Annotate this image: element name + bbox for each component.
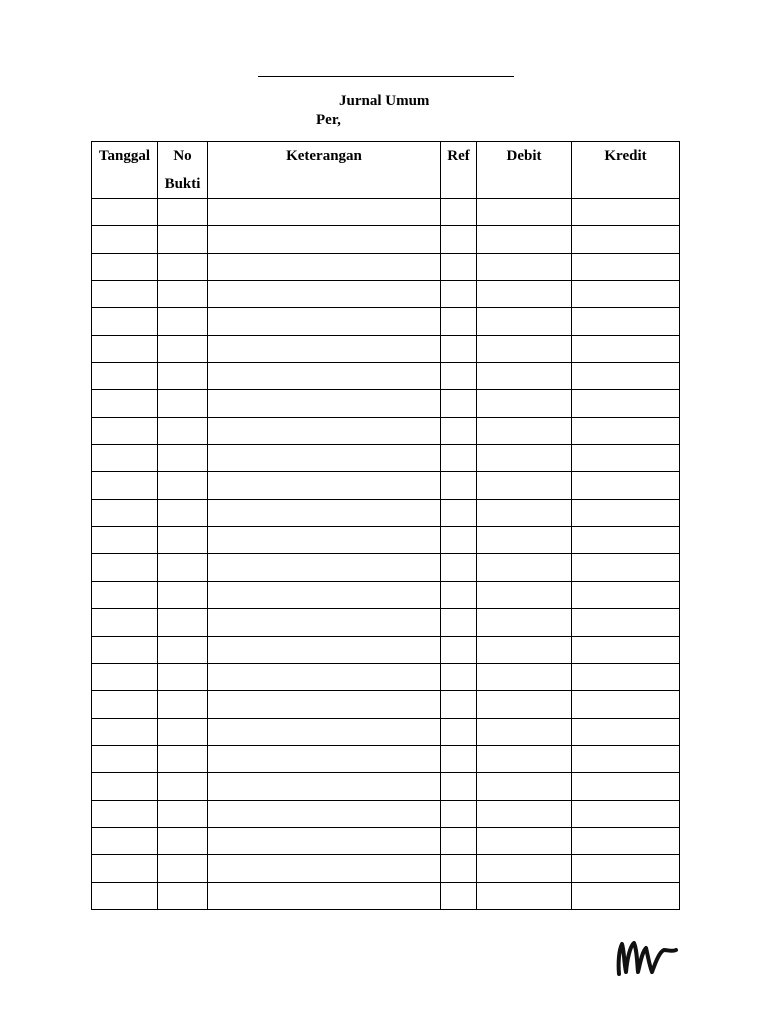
cell-ref <box>441 827 477 854</box>
cell-no-bukti <box>158 609 208 636</box>
journal-row <box>92 636 680 663</box>
journal-row <box>92 554 680 581</box>
cell-no-bukti <box>158 199 208 226</box>
cell-debit <box>477 199 572 226</box>
cell-kredit <box>572 199 680 226</box>
cell-debit <box>477 663 572 690</box>
cell-kredit <box>572 855 680 882</box>
cell-ref <box>441 499 477 526</box>
cell-kredit <box>572 691 680 718</box>
cell-ref <box>441 882 477 909</box>
cell-no-bukti <box>158 335 208 362</box>
cell-kredit <box>572 445 680 472</box>
journal-body <box>92 199 680 910</box>
period-label: Per, <box>316 112 341 128</box>
cell-keterangan <box>208 745 441 772</box>
cell-no-bukti <box>158 308 208 335</box>
cell-ref <box>441 281 477 308</box>
journal-header-row <box>92 142 680 199</box>
cell-kredit <box>572 253 680 280</box>
journal-row <box>92 527 680 554</box>
cell-ref <box>441 390 477 417</box>
cell-kredit <box>572 718 680 745</box>
cell-ref <box>441 308 477 335</box>
cell-debit <box>477 281 572 308</box>
journal-row <box>92 335 680 362</box>
cell-keterangan <box>208 226 441 253</box>
cell-kredit <box>572 800 680 827</box>
journal-row <box>92 882 680 909</box>
header-keterangan: Keterangan <box>208 142 441 199</box>
cell-ref <box>441 226 477 253</box>
cell-debit <box>477 636 572 663</box>
journal-row <box>92 855 680 882</box>
cell-kredit <box>572 554 680 581</box>
cell-tanggal <box>92 718 158 745</box>
cell-kredit <box>572 335 680 362</box>
cell-debit <box>477 472 572 499</box>
header-ref: Ref <box>441 142 477 199</box>
cell-debit <box>477 581 572 608</box>
journal-row <box>92 226 680 253</box>
cell-ref <box>441 581 477 608</box>
journal-row <box>92 581 680 608</box>
cell-keterangan <box>208 800 441 827</box>
cell-keterangan <box>208 390 441 417</box>
journal-row <box>92 363 680 390</box>
cell-keterangan <box>208 472 441 499</box>
cell-no-bukti <box>158 827 208 854</box>
journal-row <box>92 800 680 827</box>
cell-debit <box>477 691 572 718</box>
cell-tanggal <box>92 800 158 827</box>
cell-keterangan <box>208 308 441 335</box>
cell-tanggal <box>92 663 158 690</box>
cell-kredit <box>572 281 680 308</box>
journal-row <box>92 308 680 335</box>
journal-row <box>92 718 680 745</box>
journal-row <box>92 390 680 417</box>
cell-no-bukti <box>158 636 208 663</box>
cell-ref <box>441 718 477 745</box>
cell-no-bukti <box>158 773 208 800</box>
cell-kredit <box>572 745 680 772</box>
cell-keterangan <box>208 554 441 581</box>
cell-debit <box>477 609 572 636</box>
cell-no-bukti <box>158 718 208 745</box>
cell-ref <box>441 773 477 800</box>
cell-keterangan <box>208 281 441 308</box>
header-bukti: Bukti <box>164 176 201 192</box>
cell-no-bukti <box>158 253 208 280</box>
cell-no-bukti <box>158 527 208 554</box>
cell-ref <box>441 855 477 882</box>
cell-keterangan <box>208 363 441 390</box>
cell-no-bukti <box>158 745 208 772</box>
cell-no-bukti <box>158 855 208 882</box>
header-no: No <box>173 148 192 164</box>
cell-debit <box>477 335 572 362</box>
cell-keterangan <box>208 827 441 854</box>
cell-no-bukti <box>158 800 208 827</box>
cell-no-bukti <box>158 226 208 253</box>
cell-ref <box>441 800 477 827</box>
cell-tanggal <box>92 335 158 362</box>
cell-debit <box>477 308 572 335</box>
cell-tanggal <box>92 281 158 308</box>
cell-no-bukti <box>158 281 208 308</box>
journal-title: Jurnal Umum <box>339 93 430 109</box>
cell-ref <box>441 445 477 472</box>
cell-keterangan <box>208 199 441 226</box>
cell-debit <box>477 554 572 581</box>
journal-row <box>92 281 680 308</box>
header-no-bukti <box>158 142 208 199</box>
cell-kredit <box>572 581 680 608</box>
cell-debit <box>477 527 572 554</box>
journal-row <box>92 417 680 444</box>
cell-debit <box>477 800 572 827</box>
cell-tanggal <box>92 882 158 909</box>
cell-ref <box>441 691 477 718</box>
cell-tanggal <box>92 827 158 854</box>
cell-tanggal <box>92 390 158 417</box>
cell-kredit <box>572 226 680 253</box>
cell-tanggal <box>92 308 158 335</box>
cell-kredit <box>572 527 680 554</box>
cell-ref <box>441 554 477 581</box>
cell-tanggal <box>92 199 158 226</box>
cell-keterangan <box>208 882 441 909</box>
cell-keterangan <box>208 609 441 636</box>
cell-ref <box>441 609 477 636</box>
cell-kredit <box>572 308 680 335</box>
journal-row <box>92 773 680 800</box>
header-debit: Debit <box>477 142 572 199</box>
cell-tanggal <box>92 745 158 772</box>
cell-kredit <box>572 827 680 854</box>
cell-keterangan <box>208 581 441 608</box>
cell-keterangan <box>208 527 441 554</box>
cell-kredit <box>572 636 680 663</box>
cell-tanggal <box>92 773 158 800</box>
header-kredit: Kredit <box>572 142 680 199</box>
header-tanggal: Tanggal <box>92 142 158 199</box>
cell-tanggal <box>92 445 158 472</box>
cell-debit <box>477 745 572 772</box>
cell-kredit <box>572 882 680 909</box>
cell-tanggal <box>92 691 158 718</box>
cell-ref <box>441 199 477 226</box>
cell-tanggal <box>92 417 158 444</box>
journal-row <box>92 745 680 772</box>
cell-tanggal <box>92 581 158 608</box>
cell-debit <box>477 718 572 745</box>
cell-keterangan <box>208 445 441 472</box>
cell-debit <box>477 253 572 280</box>
signature-initials <box>612 934 682 982</box>
journal-row <box>92 472 680 499</box>
cell-no-bukti <box>158 363 208 390</box>
cell-tanggal <box>92 855 158 882</box>
cell-kredit <box>572 417 680 444</box>
cell-no-bukti <box>158 417 208 444</box>
cell-no-bukti <box>158 472 208 499</box>
cell-ref <box>441 527 477 554</box>
cell-keterangan <box>208 335 441 362</box>
cell-debit <box>477 882 572 909</box>
cell-kredit <box>572 363 680 390</box>
cell-keterangan <box>208 417 441 444</box>
cell-ref <box>441 472 477 499</box>
cell-tanggal <box>92 527 158 554</box>
cell-kredit <box>572 472 680 499</box>
cell-kredit <box>572 773 680 800</box>
cell-kredit <box>572 609 680 636</box>
cell-debit <box>477 855 572 882</box>
cell-tanggal <box>92 363 158 390</box>
cell-kredit <box>572 499 680 526</box>
company-name-line <box>258 76 514 77</box>
journal-row <box>92 499 680 526</box>
cell-keterangan <box>208 253 441 280</box>
cell-keterangan <box>208 636 441 663</box>
cell-keterangan <box>208 773 441 800</box>
cell-debit <box>477 773 572 800</box>
cell-keterangan <box>208 499 441 526</box>
journal-row <box>92 663 680 690</box>
cell-keterangan <box>208 663 441 690</box>
cell-no-bukti <box>158 882 208 909</box>
journal-row <box>92 609 680 636</box>
cell-no-bukti <box>158 445 208 472</box>
cell-debit <box>477 390 572 417</box>
cell-no-bukti <box>158 663 208 690</box>
cell-ref <box>441 745 477 772</box>
cell-ref <box>441 335 477 362</box>
cell-tanggal <box>92 472 158 499</box>
cell-keterangan <box>208 718 441 745</box>
cell-no-bukti <box>158 390 208 417</box>
journal-row <box>92 691 680 718</box>
journal-row <box>92 827 680 854</box>
cell-no-bukti <box>158 691 208 718</box>
cell-debit <box>477 827 572 854</box>
cell-debit <box>477 445 572 472</box>
journal-row <box>92 445 680 472</box>
journal-table <box>91 141 680 910</box>
cell-tanggal <box>92 226 158 253</box>
cell-ref <box>441 417 477 444</box>
cell-kredit <box>572 663 680 690</box>
cell-tanggal <box>92 253 158 280</box>
cell-ref <box>441 363 477 390</box>
cell-keterangan <box>208 855 441 882</box>
cell-debit <box>477 363 572 390</box>
cell-ref <box>441 663 477 690</box>
cell-no-bukti <box>158 581 208 608</box>
cell-tanggal <box>92 636 158 663</box>
cell-ref <box>441 253 477 280</box>
journal-row <box>92 199 680 226</box>
cell-no-bukti <box>158 554 208 581</box>
cell-tanggal <box>92 499 158 526</box>
cell-tanggal <box>92 554 158 581</box>
cell-tanggal <box>92 609 158 636</box>
cell-no-bukti <box>158 499 208 526</box>
journal-row <box>92 253 680 280</box>
cell-ref <box>441 636 477 663</box>
cell-debit <box>477 417 572 444</box>
cell-debit <box>477 226 572 253</box>
cell-keterangan <box>208 691 441 718</box>
cell-debit <box>477 499 572 526</box>
cell-kredit <box>572 390 680 417</box>
